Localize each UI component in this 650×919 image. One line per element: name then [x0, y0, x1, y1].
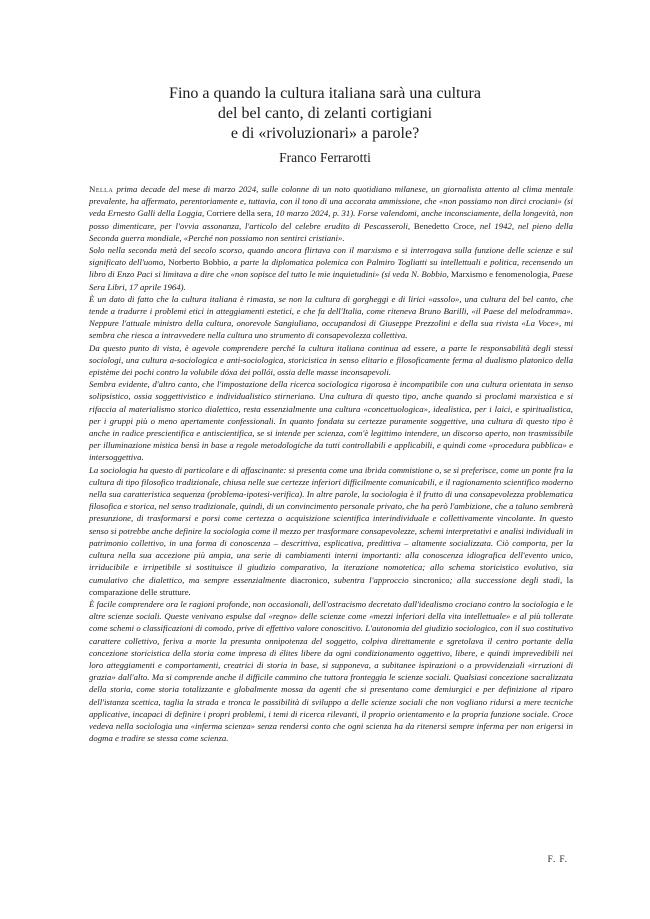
p2-text-b: , a parte la diplomatica polemica con Palmiro Togliatti su intellettuali e politica, recensendo un libro di Enzo Paci si limitava a dire che «non sopisce del tutto le mie inquietudini» (si veda N. Bobbio,	[89, 257, 573, 280]
paragraph-2	[89, 244, 573, 293]
p1-text-c: , nel 1942, nel pieno della Seconda guerra mondiale, «Perché non possiamo non sentirci cristiani».	[89, 220, 573, 243]
term-sincronico: sincronico	[413, 574, 450, 585]
paragraph-3: È un dato di fatto che la cultura italiana è rimasta, se non la cultura di gorgheggi e di lirici «assolo», una cultura del bel canto, che tende a tradurre i problemi etici in atteggiamenti estetici, e che fa dell'Italia, come riteneva Bruno Barilli, «il Paese del melodramma». Neppure l'attuale ministro della cultura, onorevole Sangiuliano, occupandosi di Giuseppe Prezzolini e della sua rivista «La Voce», mi sembra che riesca a intravvedere nella cultura uno strumento di consapevolezza collettiva.	[89, 293, 573, 341]
lead-word: Nella	[89, 184, 114, 194]
term-diacronico: diacronico	[290, 574, 328, 585]
title-line-3: e di «rivoluzionari» a parole?	[230, 125, 420, 142]
newspaper-name: Corriere della sera	[206, 208, 272, 219]
p2-text-c: , Paese Sera Libri, 17 aprile 1964).	[89, 269, 573, 292]
p6-text-b: , subentra l'approccio	[327, 574, 414, 585]
paragraph-1	[89, 183, 573, 244]
book-title: Marxismo e fenomenologia	[450, 269, 548, 280]
p6-text-c: ; alla successione degli stadi,	[449, 574, 567, 585]
person-name-bobbio: Norberto Bobbio	[168, 257, 229, 268]
p6-text-d: .	[188, 586, 191, 597]
signature-initials: F. F.	[547, 854, 568, 864]
title-line-1: Fino a quando la cultura italiana sarà una cultura	[169, 85, 481, 102]
term-comparazione: la comparazione delle strutture	[89, 574, 573, 597]
title-line-2: del bel canto, di zelanti cortigiani	[217, 105, 433, 122]
p1-text-a: prima decade del mese di marzo 2024, sulle colonne di un noto quotidiano milanese, un giornalista attento al clima mentale prevalente, ha affermato, perentoriamente e, tuttavia, con il tono di una accorata ammissione, che «non possiamo non dirci crociani» (si veda Ernesto Galli della Loggia,	[89, 184, 573, 219]
article-body	[89, 183, 573, 744]
paragraph-7: È facile comprendere ora le ragioni profonde, non occasionali, dell'ostracismo decretato dall'idealismo crociano contro la sociologia e le altre scienze sociali. Queste venivano espulse dal «regno» delle scienze come «mezzi inferiori della vita intellettuale» e al più tollerate come schemi o classificazioni di comodo, prive di effettivo valore conoscitivo. L'autonomia del giudizio sociologico, con il suo costitutivo carattere collettivo, feriva a morte la presunta onnipotenza del soggetto, colpiva direttamente e sgretolava il centro portante della concezione storicistica della storia come impresa di élites libere da ogni condizionamento oggettivo, libere, e quindi imprevedibili nei loro atteggiamenti e comportamenti, creatrici di storia in base, si supponeva, a subitanee ispirazioni o a provvidenziali «irruzioni di grazia» dall'alto. Ma si comprende anche il difficile cammino che tuttora fronteggia le scienze sociali. Qualsiasi concezione sacralizzata della storia, come storia totalizzante e globalmente mossa da agenti che si presentano come demiurgici e per definizione al riparo dell'istanza scettica, taglia la strada e tronca le possibilità di sviluppo a delle scienze sociali che non vogliano ridursi a mere tecniche applicative, incapaci di definire i propri problemi, i temi di ricerca rilevanti, il proprio orientamento e la propria funzione sociale. Croce vedeva nella sociologia una «inferma scienza» senza rendersi conto che ogni scienza ha da ritenersi sempre inferma per non erigersi in dogma e tradire se stessa come scienza.	[89, 598, 573, 744]
p2-text-a: Solo nella seconda metà del secolo scorso, quando ancora flirtava con il marxismo e si interrogava sulla funzione delle scienze e sul significato dell'uomo,	[89, 245, 573, 268]
p1-text-b: , 10 marzo 2024, p. 31). Forse valendomi, anche inconsciamente, della longevità, non posso dimenticare, per l'ovvia assonanza, l'articolo del celebre erudito di Pescasseroli,	[89, 208, 574, 231]
p6-text-a: La sociologia ha questo di particolare e di affascinante: si presenta come una ibrida commistione o, se si preferisce, come un ponte fra la cultura di tipo filosofico tradizionale, chiusa nelle sue certezze inferiori difficilmente comunicabili, e il ragionamento scientifico moderno nella sua caratteristica sequenza (problema-ipotesi-verifica). In altre parole, la sociologia è il frutto di una consapevolezza problematica filosofica e storica, nel senso tradizionale, quindi, di un convincimento personale privato, che ha però l'ambizione, che a taluno sembrerà presunzione, di trasformarsi e porsi come certezza o acquisizione scientifica interindividuale e collettivamente vincolante. In questo senso si potrebbe anche definire la sociologia come il mezzo per trasformare consapevolezze, schemi interpretativi e analisi individuali in patrimonio collettivo, in una forma di conoscenza – descrittiva, esplicativa, predittiva – altamente socializzata. Ciò comporta, per la cultura nella sua accezione più ampia, una serie di cambiamenti interni importanti: alla conoscenza idiografica dell'evento unico, irriducibile e irripetibile si sostituisce il giudizio comparativo, la iterazione nomotetica; allo schema storicistico evolutivo, sia cumulativo che dialettico, ma sempre essenzialmente	[89, 464, 573, 585]
person-name-croce: Benedetto Croce	[413, 220, 474, 231]
author-name: Franco Ferrarotti	[279, 150, 371, 165]
paragraph-4: Da questo punto di vista, è agevole comprendere perché la cultura italiana continua ad essere, a parte le responsabilità degli stessi sociologi, una cultura a-sociologica e anti-sociologica, storicistica in senso elitario e filosoficamente ferma al dualismo platonico della epistème dei pochi contro la volubile dóxa dei pollói, ossia delle masse inconsapevoli.	[89, 342, 573, 378]
article-title	[60, 84, 590, 144]
paragraph-6	[89, 464, 573, 598]
paragraph-5: Sembra evidente, d'altro canto, che l'impostazione della ricerca sociologica rigorosa è incompatibile con una cultura orientata in senso solipsistico, ossia soggettivistico e individualistico stirneriano. Una cultura di questo tipo, anche quando si proclami marxistica e si rifaccia al materialismo storico dialettico, resta essenzialmente una cultura «concettuologica», idealistica, per i laici, e spiritualistica, per i gruppi più o meno apertamente confessionali. In quanto fondata su certezze puramente soggettive, una cultura di questo tipo è anche in radice prescientifica e antiscientifica, se si intende per scienza, com'è legittimo intendere, un discorso aperto, non trasmissibile per illuminazione mistica bensì in base a regole metodologiche da tutti controllabili e applicabili, e quindi come «procedura pubblica» e intersoggettiva.	[89, 379, 573, 463]
